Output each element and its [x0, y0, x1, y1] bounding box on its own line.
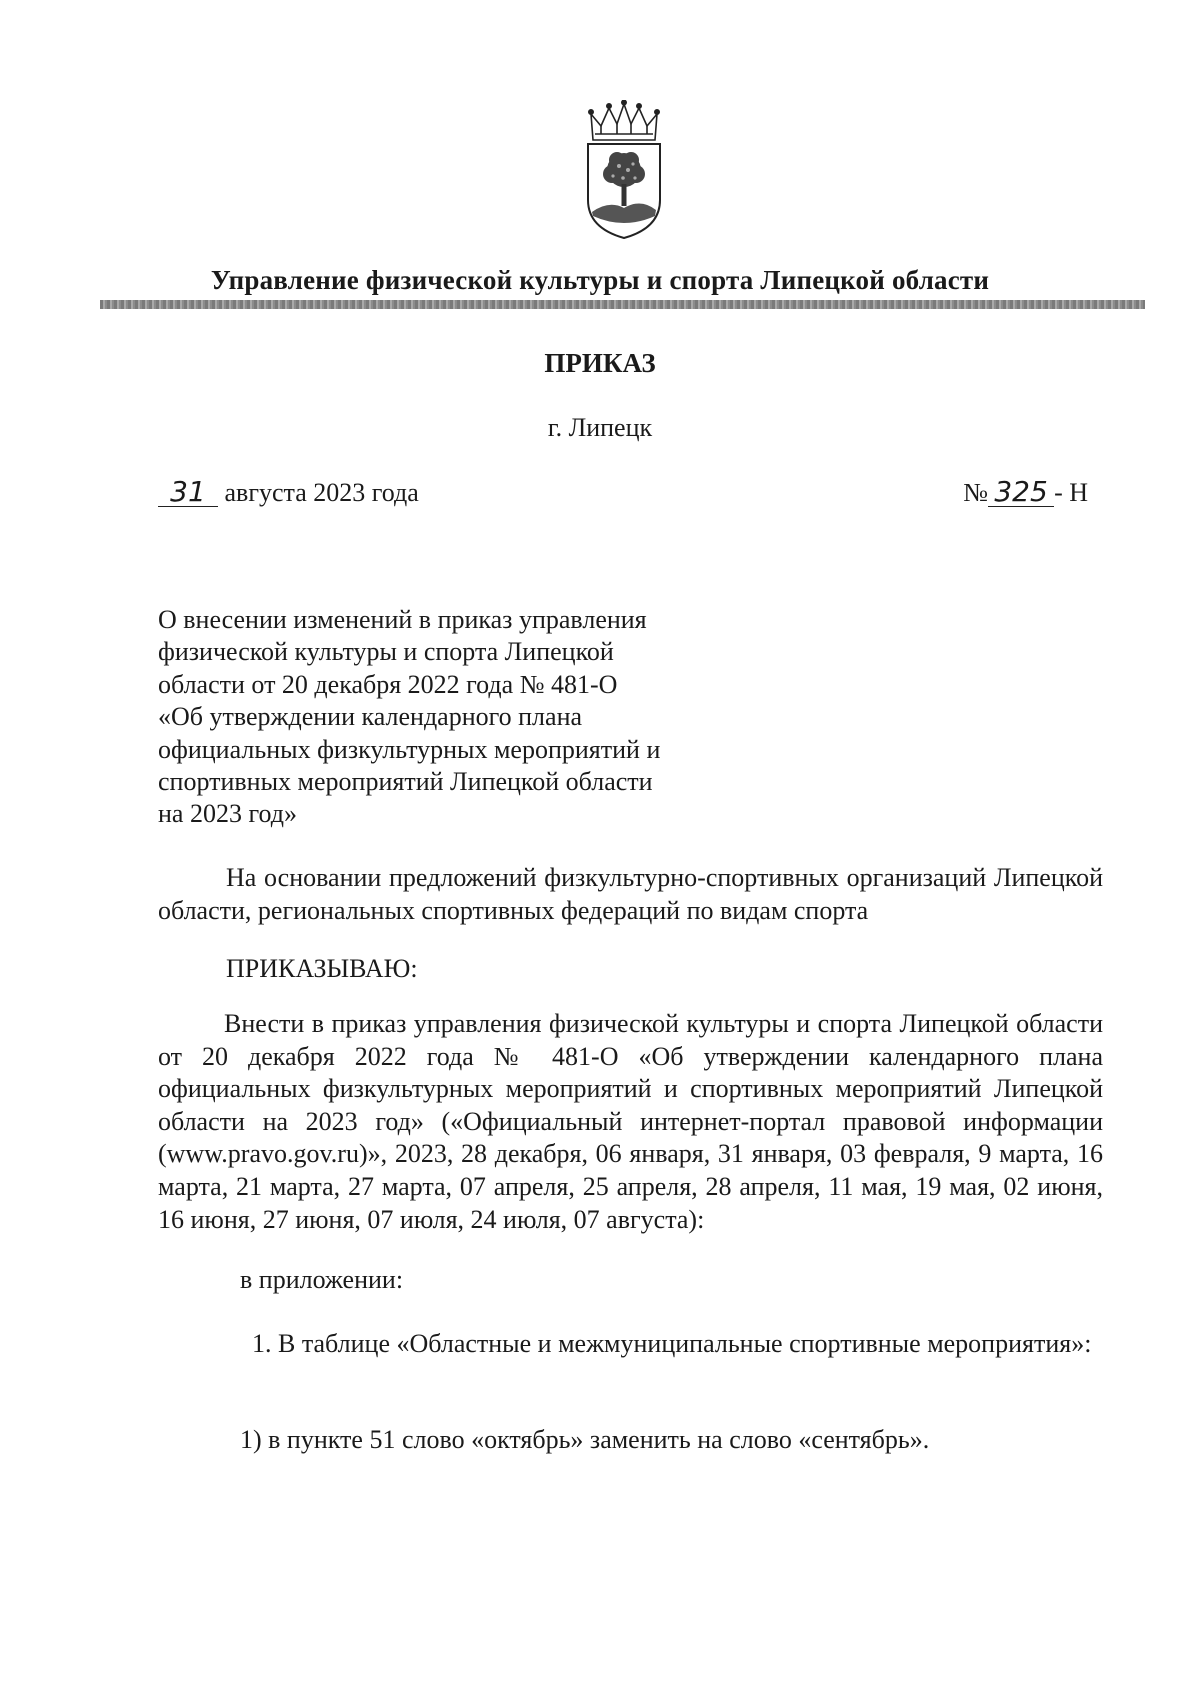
- date-month-year: августа 2023 года: [224, 478, 419, 507]
- number-suffix: - Н: [1054, 478, 1088, 507]
- basis-paragraph: На основании предложений физкультурно-спортивных организаций Липецкой области, региональных спортивных федераций по видам спорта: [158, 863, 1103, 925]
- header-divider: [100, 300, 1145, 309]
- document-city: г. Липецк: [547, 413, 653, 442]
- date-day-handwritten: 31: [158, 478, 218, 507]
- appendix-heading: в приложении:: [240, 1265, 404, 1294]
- subject-line: спортивных мероприятий Липецкой области: [158, 767, 653, 797]
- document-date: [158, 475, 419, 508]
- number-prefix: №: [963, 478, 989, 507]
- subject-line: области от 20 декабря 2022 года № 481-О: [158, 669, 618, 699]
- document-subject: [158, 604, 718, 831]
- subject-line: на 2023 год»: [158, 799, 297, 829]
- order-heading: ПРИКАЗЫВАЮ:: [226, 954, 418, 983]
- subject-line: физической культуры и спорта Липецкой: [158, 637, 614, 667]
- document-number: [963, 475, 1088, 508]
- number-handwritten: 325: [988, 478, 1054, 507]
- point-1: 1. В таблице «Областные и межмуниципальные спортивные мероприятия»:: [252, 1329, 1092, 1358]
- organization-title: Управление физической культуры и спорта Липецкой области: [210, 265, 990, 295]
- lipetsk-coat-of-arms-icon: [583, 100, 665, 240]
- main-paragraph: Внести в приказ управления физической культуры и спорта Липецкой области от 20 декабря 2022 года № 481-О «Об утверждении календарного плана официальных физкультурных мероприятий и спортивных мероприятий Липецкой области на 2023 год» («Официальный интернет-портал правовой информации (www.pravo.gov.ru)», 2023, 28 декабря, 06 января, 31 января, 03 февраля, 9 марта, 16 марта, 21 марта, 27 марта, 07 апреля, 25 апреля, 28 апреля, 11 мая, 19 мая, 02 июня, 16 июня, 27 июня, 07 июля, 24 июля, 07 августа):: [158, 1009, 1103, 1234]
- subpoint-1: 1) в пункте 51 слово «октябрь» заменить на слово «сентябрь».: [240, 1425, 930, 1454]
- document-type: ПРИКАЗ: [544, 348, 656, 378]
- subject-line: О внесении изменений в приказ управления: [158, 605, 647, 634]
- subject-line: официальных физкультурных мероприятий и: [158, 734, 661, 764]
- subject-line: «Об утверждении календарного плана: [158, 702, 583, 732]
